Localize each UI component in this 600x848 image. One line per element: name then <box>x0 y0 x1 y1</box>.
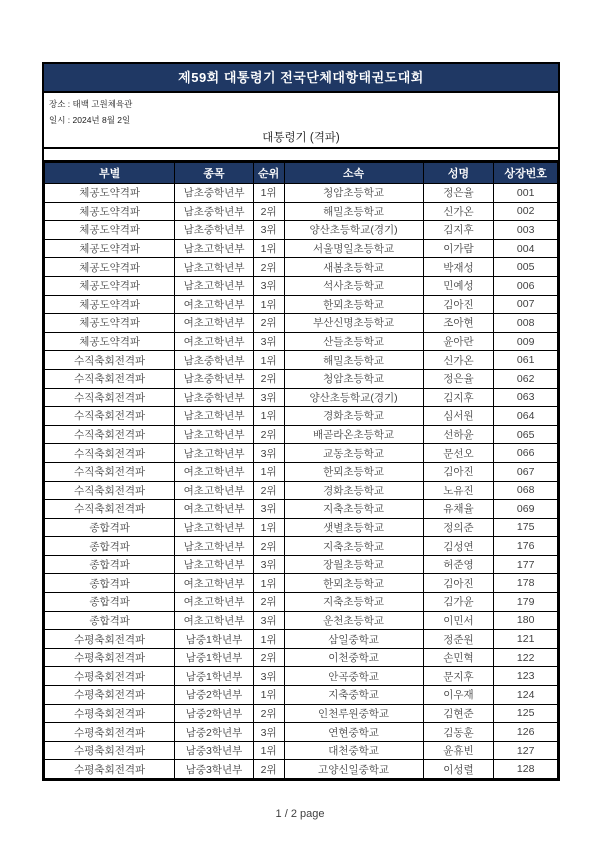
cell-name: 정준원 <box>423 630 494 649</box>
cell-rank: 3위 <box>253 500 284 519</box>
cell-division: 수평축회전격파 <box>45 667 175 686</box>
cell-event: 여초고학년부 <box>175 481 253 500</box>
column-header-number: 상장번호 <box>494 163 558 184</box>
cell-division: 체공도약격파 <box>45 314 175 333</box>
cell-name: 정의준 <box>423 518 494 537</box>
cell-name: 김아진 <box>423 574 494 593</box>
table-row <box>45 741 558 760</box>
cell-number: 121 <box>494 630 558 649</box>
event-info-block <box>44 93 558 149</box>
table-row <box>45 444 558 463</box>
table-row <box>45 537 558 556</box>
cell-number: 003 <box>494 221 558 240</box>
column-header-event: 종목 <box>175 163 253 184</box>
column-header-division: 부별 <box>45 163 175 184</box>
cell-event: 남초고학년부 <box>175 518 253 537</box>
cell-school: 청암초등학교 <box>284 369 423 388</box>
cell-number: 065 <box>494 425 558 444</box>
cell-name: 정은율 <box>423 369 494 388</box>
table-row <box>45 221 558 240</box>
cell-event: 남중3학년부 <box>175 760 253 779</box>
cell-division: 종합격파 <box>45 593 175 612</box>
cell-school: 새봄초등학교 <box>284 258 423 277</box>
cell-event: 남초중학년부 <box>175 184 253 203</box>
cell-school: 산들초등학교 <box>284 332 423 351</box>
cell-name: 손민혁 <box>423 648 494 667</box>
cell-event: 남중2학년부 <box>175 704 253 723</box>
cell-event: 남초중학년부 <box>175 369 253 388</box>
cell-name: 허준영 <box>423 555 494 574</box>
table-body <box>45 184 558 779</box>
cell-name: 선하윤 <box>423 425 494 444</box>
cell-division: 수직축회전격파 <box>45 425 175 444</box>
cell-number: 124 <box>494 686 558 705</box>
table-row <box>45 723 558 742</box>
cell-rank: 2위 <box>253 425 284 444</box>
column-header-rank: 순위 <box>253 163 284 184</box>
cell-name: 김아진 <box>423 295 494 314</box>
cell-number: 062 <box>494 369 558 388</box>
cell-name: 노유진 <box>423 481 494 500</box>
cell-number: 007 <box>494 295 558 314</box>
cell-school: 한뫼초등학교 <box>284 295 423 314</box>
cell-name: 박재성 <box>423 258 494 277</box>
cell-school: 지축초등학교 <box>284 593 423 612</box>
cell-division: 체공도약격파 <box>45 295 175 314</box>
cell-name: 민예성 <box>423 276 494 295</box>
table-row <box>45 351 558 370</box>
cell-rank: 1위 <box>253 518 284 537</box>
cell-division: 수평축회전격파 <box>45 704 175 723</box>
cell-number: 067 <box>494 462 558 481</box>
cell-name: 김성연 <box>423 537 494 556</box>
table-header <box>45 163 558 184</box>
table-row <box>45 369 558 388</box>
cell-event: 남초중학년부 <box>175 221 253 240</box>
cell-event: 남중2학년부 <box>175 686 253 705</box>
cell-event: 남초고학년부 <box>175 537 253 556</box>
cell-rank: 2위 <box>253 369 284 388</box>
table-row <box>45 258 558 277</box>
cell-name: 김동훈 <box>423 723 494 742</box>
cell-division: 종합격파 <box>45 537 175 556</box>
cell-school: 양산초등학교(경기) <box>284 221 423 240</box>
cell-event: 남초중학년부 <box>175 351 253 370</box>
table-row <box>45 611 558 630</box>
cell-rank: 1위 <box>253 184 284 203</box>
cell-number: 061 <box>494 351 558 370</box>
table-row <box>45 593 558 612</box>
cell-rank: 3위 <box>253 667 284 686</box>
cell-rank: 2위 <box>253 704 284 723</box>
cell-number: 179 <box>494 593 558 612</box>
cell-number: 127 <box>494 741 558 760</box>
table-row <box>45 425 558 444</box>
cell-event: 남초고학년부 <box>175 555 253 574</box>
cell-rank: 2위 <box>253 481 284 500</box>
cell-division: 체공도약격파 <box>45 332 175 351</box>
document-page <box>42 62 560 781</box>
cell-name: 이성렬 <box>423 760 494 779</box>
cell-number: 063 <box>494 388 558 407</box>
table-row <box>45 518 558 537</box>
cell-school: 부산신명초등학교 <box>284 314 423 333</box>
cell-division: 체공도약격파 <box>45 239 175 258</box>
cell-name: 문선오 <box>423 444 494 463</box>
cell-school: 한뫼초등학교 <box>284 574 423 593</box>
cell-number: 002 <box>494 202 558 221</box>
cell-division: 수평축회전격파 <box>45 760 175 779</box>
cell-division: 수평축회전격파 <box>45 630 175 649</box>
cell-division: 수평축회전격파 <box>45 723 175 742</box>
table-row <box>45 388 558 407</box>
cell-event: 남중1학년부 <box>175 630 253 649</box>
cell-division: 종합격파 <box>45 555 175 574</box>
cell-number: 001 <box>494 184 558 203</box>
cell-school: 운천초등학교 <box>284 611 423 630</box>
results-table <box>44 162 558 779</box>
table-row <box>45 667 558 686</box>
cell-name: 윤아란 <box>423 332 494 351</box>
cell-school: 안곡중학교 <box>284 667 423 686</box>
cell-school: 청암초등학교 <box>284 184 423 203</box>
cell-name: 김지후 <box>423 388 494 407</box>
cell-name: 유채율 <box>423 500 494 519</box>
cell-event: 남초고학년부 <box>175 407 253 426</box>
table-header-row <box>45 163 558 184</box>
cell-rank: 3위 <box>253 388 284 407</box>
cell-school: 지축초등학교 <box>284 500 423 519</box>
cell-event: 남초중학년부 <box>175 202 253 221</box>
cell-rank: 2위 <box>253 258 284 277</box>
cell-school: 서울명일초등학교 <box>284 239 423 258</box>
cell-event: 여초고학년부 <box>175 295 253 314</box>
cell-number: 123 <box>494 667 558 686</box>
cell-division: 체공도약격파 <box>45 221 175 240</box>
cell-event: 남중3학년부 <box>175 741 253 760</box>
cell-name: 김아진 <box>423 462 494 481</box>
cell-division: 종합격파 <box>45 611 175 630</box>
cell-rank: 3위 <box>253 332 284 351</box>
table-row <box>45 239 558 258</box>
cell-number: 005 <box>494 258 558 277</box>
table-row <box>45 760 558 779</box>
cell-school: 한뫼초등학교 <box>284 462 423 481</box>
cell-event: 남초고학년부 <box>175 425 253 444</box>
cell-number: 180 <box>494 611 558 630</box>
cell-division: 체공도약격파 <box>45 202 175 221</box>
cell-number: 009 <box>494 332 558 351</box>
cell-name: 문지후 <box>423 667 494 686</box>
cell-rank: 2위 <box>253 593 284 612</box>
table-row <box>45 462 558 481</box>
cell-division: 체공도약격파 <box>45 276 175 295</box>
cell-name: 김지후 <box>423 221 494 240</box>
cell-name: 김가윤 <box>423 593 494 612</box>
cell-rank: 3위 <box>253 276 284 295</box>
cell-school: 경화초등학교 <box>284 407 423 426</box>
column-header-name: 성명 <box>423 163 494 184</box>
cell-event: 남중2학년부 <box>175 723 253 742</box>
section-subtitle: 대통령기 (격파) <box>262 132 340 144</box>
cell-name: 조아현 <box>423 314 494 333</box>
cell-division: 수평축회전격파 <box>45 686 175 705</box>
document-title-bar <box>44 64 558 93</box>
cell-division: 수평축회전격파 <box>45 741 175 760</box>
cell-school: 지축중학교 <box>284 686 423 705</box>
table-row <box>45 184 558 203</box>
cell-school: 양산초등학교(경기) <box>284 388 423 407</box>
table-row <box>45 630 558 649</box>
cell-division: 수직축회전격파 <box>45 500 175 519</box>
cell-school: 대천중학교 <box>284 741 423 760</box>
cell-rank: 3위 <box>253 555 284 574</box>
cell-school: 지축초등학교 <box>284 537 423 556</box>
cell-number: 069 <box>494 500 558 519</box>
cell-number: 126 <box>494 723 558 742</box>
cell-rank: 3위 <box>253 611 284 630</box>
cell-division: 수직축회전격파 <box>45 407 175 426</box>
cell-name: 이우재 <box>423 686 494 705</box>
table-row <box>45 276 558 295</box>
cell-name: 이민서 <box>423 611 494 630</box>
table-row <box>45 295 558 314</box>
cell-school: 장월초등학교 <box>284 555 423 574</box>
table-row <box>45 332 558 351</box>
page-number: 1 / 2 page <box>275 808 325 820</box>
cell-rank: 1위 <box>253 741 284 760</box>
cell-division: 수직축회전격파 <box>45 369 175 388</box>
cell-division: 수직축회전격파 <box>45 444 175 463</box>
cell-event: 남중1학년부 <box>175 648 253 667</box>
cell-event: 여초고학년부 <box>175 611 253 630</box>
cell-rank: 1위 <box>253 239 284 258</box>
cell-rank: 1위 <box>253 574 284 593</box>
cell-rank: 1위 <box>253 351 284 370</box>
cell-name: 김현준 <box>423 704 494 723</box>
cell-school: 이천중학교 <box>284 648 423 667</box>
cell-rank: 2위 <box>253 314 284 333</box>
date-label: 일시 : 2024년 8월 2일 <box>49 114 131 125</box>
cell-school: 경화초등학교 <box>284 481 423 500</box>
cell-number: 122 <box>494 648 558 667</box>
cell-division: 수직축회전격파 <box>45 351 175 370</box>
table-row <box>45 555 558 574</box>
column-header-school: 소속 <box>284 163 423 184</box>
cell-event: 남초고학년부 <box>175 444 253 463</box>
cell-name: 신가온 <box>423 351 494 370</box>
cell-division: 종합격파 <box>45 518 175 537</box>
cell-division: 수직축회전격파 <box>45 388 175 407</box>
cell-number: 177 <box>494 555 558 574</box>
cell-rank: 1위 <box>253 407 284 426</box>
table-row <box>45 704 558 723</box>
cell-event: 여초고학년부 <box>175 593 253 612</box>
cell-division: 종합격파 <box>45 574 175 593</box>
table-row <box>45 500 558 519</box>
cell-school: 인천루원중학교 <box>284 704 423 723</box>
cell-number: 064 <box>494 407 558 426</box>
table-row <box>45 314 558 333</box>
cell-rank: 1위 <box>253 630 284 649</box>
cell-name: 심서원 <box>423 407 494 426</box>
cell-number: 125 <box>494 704 558 723</box>
cell-rank: 2위 <box>253 760 284 779</box>
table-row <box>45 574 558 593</box>
cell-school: 석사초등학교 <box>284 276 423 295</box>
cell-school: 교동초등학교 <box>284 444 423 463</box>
cell-number: 175 <box>494 518 558 537</box>
cell-number: 176 <box>494 537 558 556</box>
cell-school: 해밀초등학교 <box>284 351 423 370</box>
cell-school: 연현중학교 <box>284 723 423 742</box>
cell-name: 이가람 <box>423 239 494 258</box>
cell-name: 신가온 <box>423 202 494 221</box>
cell-rank: 1위 <box>253 462 284 481</box>
spacer-row <box>44 149 558 162</box>
table-row <box>45 407 558 426</box>
cell-event: 여초고학년부 <box>175 500 253 519</box>
cell-event: 남초중학년부 <box>175 388 253 407</box>
cell-division: 수직축회전격파 <box>45 481 175 500</box>
table-row <box>45 648 558 667</box>
cell-rank: 1위 <box>253 686 284 705</box>
cell-rank: 2위 <box>253 648 284 667</box>
cell-division: 수직축회전격파 <box>45 462 175 481</box>
cell-number: 178 <box>494 574 558 593</box>
cell-division: 체공도약격파 <box>45 184 175 203</box>
cell-school: 배곧라온초등학교 <box>284 425 423 444</box>
cell-rank: 2위 <box>253 537 284 556</box>
table-row <box>45 686 558 705</box>
cell-rank: 2위 <box>253 202 284 221</box>
cell-rank: 3위 <box>253 221 284 240</box>
cell-number: 068 <box>494 481 558 500</box>
document-title: 제59회 대통령기 전국단체대항태권도대회 <box>178 70 424 85</box>
cell-rank: 3위 <box>253 444 284 463</box>
table-row <box>45 481 558 500</box>
cell-number: 066 <box>494 444 558 463</box>
cell-event: 여초고학년부 <box>175 574 253 593</box>
cell-school: 샛별초등학교 <box>284 518 423 537</box>
cell-name: 윤휴빈 <box>423 741 494 760</box>
venue-label: 장소 : 태백 고원체육관 <box>49 99 133 109</box>
cell-number: 006 <box>494 276 558 295</box>
cell-event: 남중1학년부 <box>175 667 253 686</box>
cell-event: 여초고학년부 <box>175 332 253 351</box>
cell-number: 008 <box>494 314 558 333</box>
cell-number: 128 <box>494 760 558 779</box>
cell-school: 고양신일중학교 <box>284 760 423 779</box>
cell-number: 004 <box>494 239 558 258</box>
cell-school: 삼일중학교 <box>284 630 423 649</box>
cell-division: 수평축회전격파 <box>45 648 175 667</box>
cell-rank: 1위 <box>253 295 284 314</box>
cell-event: 남초고학년부 <box>175 258 253 277</box>
cell-name: 정은율 <box>423 184 494 203</box>
table-row <box>45 202 558 221</box>
cell-event: 여초고학년부 <box>175 314 253 333</box>
cell-school: 해밀초등학교 <box>284 202 423 221</box>
cell-division: 체공도약격파 <box>45 258 175 277</box>
cell-rank: 3위 <box>253 723 284 742</box>
cell-event: 남초고학년부 <box>175 239 253 258</box>
cell-event: 남초고학년부 <box>175 276 253 295</box>
cell-event: 여초고학년부 <box>175 462 253 481</box>
